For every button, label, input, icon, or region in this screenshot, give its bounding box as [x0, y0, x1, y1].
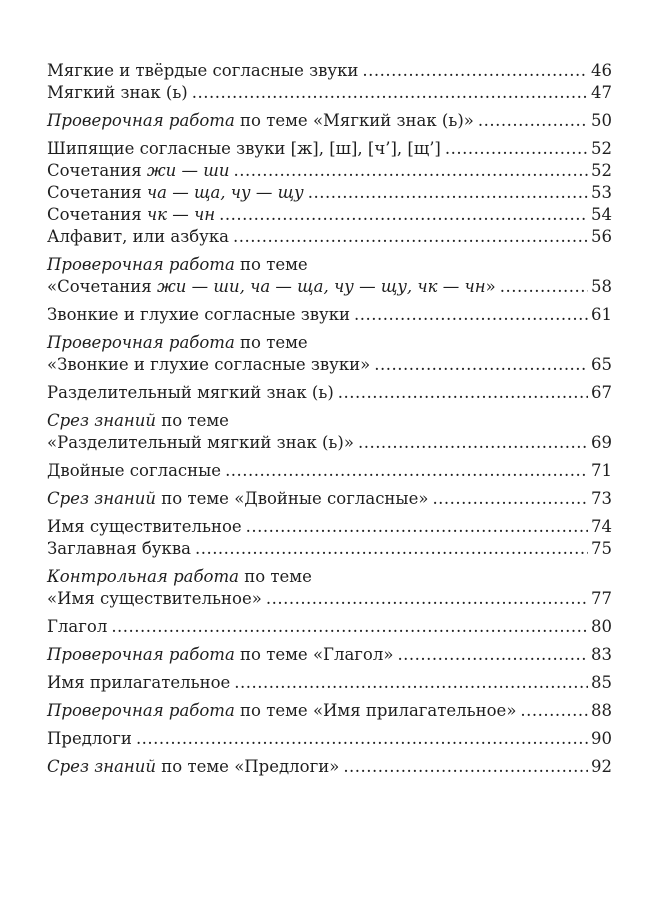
dot-leader [500, 276, 588, 298]
toc-entry-title-italic: Проверочная работа [47, 111, 235, 130]
toc-entry-title-italic: Проверочная работа [47, 255, 235, 274]
page-number: 90 [591, 729, 612, 748]
toc-entry-title [47, 672, 230, 694]
toc-group [47, 60, 612, 104]
toc-entry-title-text: Шипящие согласные звуки [ж], [ш], [ч’], [щ’] [47, 139, 441, 158]
toc-entry[interactable] [47, 226, 612, 248]
page-number: 47 [591, 83, 612, 102]
dot-leader [234, 160, 589, 182]
dot-leader [136, 728, 588, 750]
dot-leader [445, 138, 588, 160]
toc-group [47, 700, 612, 722]
toc-entry-title [47, 488, 428, 510]
toc-group [47, 516, 612, 560]
toc-entry-title [47, 354, 370, 376]
toc-entry[interactable] [47, 82, 612, 104]
dot-leader [432, 488, 588, 510]
toc-group [47, 488, 612, 510]
page-number: 92 [591, 757, 612, 776]
toc-entry-title-text: Сочетания [47, 161, 147, 180]
toc-entry-title-italic: чк — чн [146, 205, 216, 224]
toc-group [47, 728, 612, 750]
toc-entry-title [47, 226, 229, 248]
toc-entry-title-italic: жи — ши [146, 161, 230, 180]
toc-entry[interactable] [47, 700, 612, 722]
toc-entry-title-text: Сочетания [47, 205, 147, 224]
toc-entry-title [47, 110, 474, 132]
toc-entry-title [47, 516, 242, 538]
toc-group [47, 304, 612, 326]
toc-group [47, 382, 612, 404]
toc-entry[interactable] [47, 566, 612, 588]
toc-entry[interactable] [47, 516, 612, 538]
dot-leader [362, 60, 588, 82]
page-number: 50 [591, 111, 612, 130]
page-number: 56 [591, 227, 612, 246]
toc-entry-title-italic: жи — ши, ча — ща, чу — щу, чк — чн [156, 277, 486, 296]
toc-group [47, 672, 612, 694]
toc-entry[interactable] [47, 276, 612, 298]
toc-entry-title-text: Звонкие и глухие согласные звуки [47, 305, 351, 324]
toc-entry[interactable] [47, 644, 612, 666]
toc-entry-title-text: по теме «Мягкий знак (ь)» [234, 111, 474, 130]
page-number: 52 [591, 139, 612, 158]
toc-entry[interactable] [47, 138, 612, 160]
toc-entry[interactable] [47, 488, 612, 510]
toc-entry-title [47, 304, 350, 326]
toc-entry-title-text: по теме «Двойные согласные» [156, 489, 429, 508]
toc-entry-title [47, 756, 339, 778]
toc-entry-title [47, 276, 496, 298]
toc-entry-title-italic: Срез знаний [47, 757, 157, 776]
toc-entry-title [47, 728, 132, 750]
toc-entry-title-text: «Разделительный мягкий знак (ь)» [47, 433, 354, 452]
toc-entry[interactable] [47, 110, 612, 132]
toc-entry-title-text: Разделительный мягкий знак (ь) [47, 383, 334, 402]
page-number: 53 [591, 183, 612, 202]
dot-leader [111, 616, 588, 638]
toc-group [47, 566, 612, 610]
toc-entry-title-italic: Срез знаний [47, 411, 157, 430]
toc-entry[interactable] [47, 410, 612, 432]
page-number: 46 [591, 61, 612, 80]
toc-entry[interactable] [47, 182, 612, 204]
toc-entry-title [47, 700, 516, 722]
toc-entry-title [47, 432, 354, 454]
toc-entry[interactable] [47, 382, 612, 404]
dot-leader [195, 538, 588, 560]
toc-entry[interactable] [47, 588, 612, 610]
page-number: 65 [591, 355, 612, 374]
toc-entry-title [47, 332, 308, 354]
toc-group [47, 254, 612, 298]
toc-entry-title-text: «Звонкие и глухие согласные звуки» [47, 355, 371, 374]
toc-entry-title [47, 410, 229, 432]
toc-entry-title-text: Мягкий знак (ь) [47, 83, 188, 102]
toc-entry-title [47, 460, 221, 482]
toc-entry-title [47, 644, 393, 666]
toc-entry[interactable] [47, 432, 612, 454]
page-number: 83 [591, 645, 612, 664]
toc-entry-title-italic: Контрольная работа [47, 567, 239, 586]
toc-entry-title [47, 588, 262, 610]
toc-entry-title-text: по теме «Предлоги» [156, 757, 340, 776]
toc-entry-title-text: Заглавная буква [47, 539, 191, 558]
dot-leader [219, 204, 588, 226]
toc-entry-title-text: по теме [238, 567, 312, 586]
toc-entry[interactable] [47, 204, 612, 226]
page-number: 61 [591, 305, 612, 324]
toc-entry[interactable] [47, 756, 612, 778]
page-number: 85 [591, 673, 612, 692]
toc-entry[interactable] [47, 672, 612, 694]
dot-leader [308, 182, 588, 204]
toc-entry[interactable] [47, 304, 612, 326]
toc-entry-title-italic: Проверочная работа [47, 333, 235, 352]
toc-entry-title-italic: ча — ща, чу — щу [146, 183, 304, 202]
dot-leader [358, 432, 588, 454]
toc-entry-title-text: «Сочетания [47, 277, 157, 296]
page-number: 54 [591, 205, 612, 224]
toc-group [47, 110, 612, 132]
page-number: 75 [591, 539, 612, 558]
dot-leader [266, 588, 588, 610]
toc-entry[interactable] [47, 616, 612, 638]
toc-entry-title-italic: Срез знаний [47, 489, 157, 508]
page-number: 58 [591, 277, 612, 296]
toc-entry-title-text: Сочетания [47, 183, 147, 202]
dot-leader [374, 354, 588, 376]
dot-leader [192, 82, 588, 104]
dot-leader [397, 644, 588, 666]
toc-entry[interactable] [47, 160, 612, 182]
toc-entry[interactable] [47, 728, 612, 750]
toc-entry[interactable] [47, 332, 612, 354]
toc-entry-title-text: Мягкие и твёрдые согласные звуки [47, 61, 359, 80]
toc-entry-title-text: по теме [234, 333, 308, 352]
dot-leader [520, 700, 588, 722]
toc-entry-title [47, 160, 230, 182]
toc-entry-title [47, 538, 191, 560]
toc-entry-title [47, 254, 308, 276]
dot-leader [343, 756, 588, 778]
toc-entry-title [47, 182, 304, 204]
toc-entry-title [47, 566, 312, 588]
dot-leader [233, 226, 588, 248]
toc-entry-title-text: Имя существительное [47, 517, 242, 536]
toc-entry-title [47, 60, 358, 82]
dot-leader [354, 304, 588, 326]
toc-entry-title-text: Имя прилагательное [47, 673, 231, 692]
page-number: 71 [591, 461, 612, 480]
page-number: 67 [591, 383, 612, 402]
dot-leader [338, 382, 588, 404]
page-number: 52 [591, 161, 612, 180]
toc-entry-title-text: Глагол [47, 617, 108, 636]
page-number: 88 [591, 701, 612, 720]
toc-entry-title-text: Алфавит, или азбука [47, 227, 229, 246]
page-number: 69 [591, 433, 612, 452]
toc-entry-title-text: Предлоги [47, 729, 132, 748]
toc-entry-title-text: по теме [156, 411, 229, 430]
dot-leader [225, 460, 588, 482]
toc-group [47, 644, 612, 666]
page-number: 80 [591, 617, 612, 636]
page-number: 74 [591, 517, 612, 536]
toc-entry-title-italic: Проверочная работа [47, 701, 235, 720]
table-of-contents [47, 60, 612, 784]
toc-entry-title-italic: Проверочная работа [47, 645, 235, 664]
toc-entry-title-text: «Имя существительное» [47, 589, 262, 608]
toc-entry-title-text: » [485, 277, 496, 296]
toc-group [47, 756, 612, 778]
toc-entry-title [47, 616, 107, 638]
toc-entry-title [47, 82, 188, 104]
toc-entry[interactable] [47, 254, 612, 276]
page-number: 73 [591, 489, 612, 508]
page-number: 77 [591, 589, 612, 608]
toc-entry-title [47, 138, 441, 160]
toc-entry-title-text: по теме «Имя прилагательное» [234, 701, 517, 720]
toc-entry[interactable] [47, 60, 612, 82]
toc-entry-title-text: по теме «Глагол» [234, 645, 394, 664]
toc-group [47, 138, 612, 248]
toc-group [47, 616, 612, 638]
toc-group [47, 332, 612, 376]
toc-group [47, 410, 612, 454]
dot-leader [234, 672, 588, 694]
toc-entry-title [47, 204, 215, 226]
toc-entry-title-text: по теме [234, 255, 308, 274]
dot-leader [478, 110, 588, 132]
toc-entry[interactable] [47, 354, 612, 376]
toc-entry-title [47, 382, 334, 404]
toc-entry[interactable] [47, 538, 612, 560]
toc-group [47, 460, 612, 482]
toc-entry-title-text: Двойные согласные [47, 461, 222, 480]
toc-entry[interactable] [47, 460, 612, 482]
dot-leader [246, 516, 588, 538]
